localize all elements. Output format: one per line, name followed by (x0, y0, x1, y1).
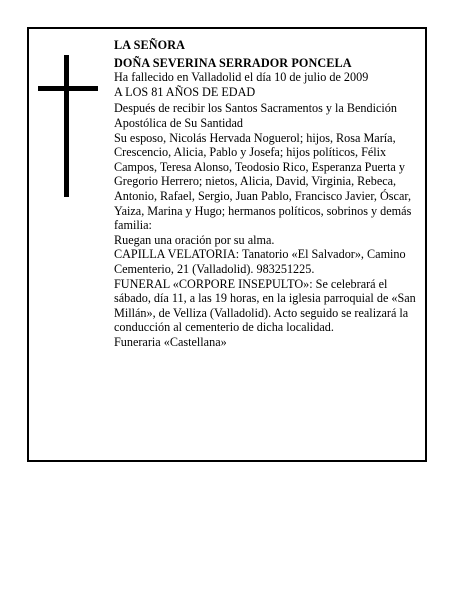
obituary-text (114, 38, 426, 349)
death-statement: Ha fallecido en Valladolid el día 10 de julio de 2009 (114, 70, 369, 85)
prayer-request: Ruegan una oración por su alma. (114, 232, 275, 247)
cross-icon (38, 55, 98, 197)
age-statement: A LOS 81 AÑOS DE EDAD (114, 84, 256, 99)
cross-vertical-bar (64, 55, 69, 197)
deceased-name: DOÑA SEVERINA SERRADOR PONCELA (114, 55, 352, 70)
wake-chapel-info: CAPILLA VELATORIA: Tanatorio «El Salvador», Camino Cementerio, 21 (Valladolid). 983251225. (114, 247, 406, 276)
cross-horizontal-bar (38, 86, 98, 91)
sacraments-statement: Después de recibir los Santos Sacramentos y la Bendición Apostólica de Su Santidad (114, 101, 397, 130)
family-list: Su esposo, Nicolás Hervada Noguerol; hijos, Rosa María, Crescencio, Alicia, Pablo y Josefa; hijos políticos, Félix Campos, Teresa Alonso, Teodosio Rico, Esperanza Puerta y Gregorio Herrero; nietos, Alicia, David, Virginia, Rebeca, Antonio, Rafael, Sergio, Juan Pablo, Francisco Javier, Óscar, Yaiza, Marina y Hugo; hermanos políticos, sobrinos y demás familia: (114, 130, 412, 233)
funeral-home: Funeraria «Castellana» (114, 334, 227, 349)
notice-title: LA SEÑORA (114, 38, 185, 52)
funeral-info: FUNERAL «CORPORE INSEPULTO»: Se celebrará el sábado, día 11, a las 19 horas, en la iglesia parroquial de «San Millán», de Velliza (Valladolid). Acto seguido se realizará la conducción al cementerio de dicha localidad. (114, 276, 416, 335)
